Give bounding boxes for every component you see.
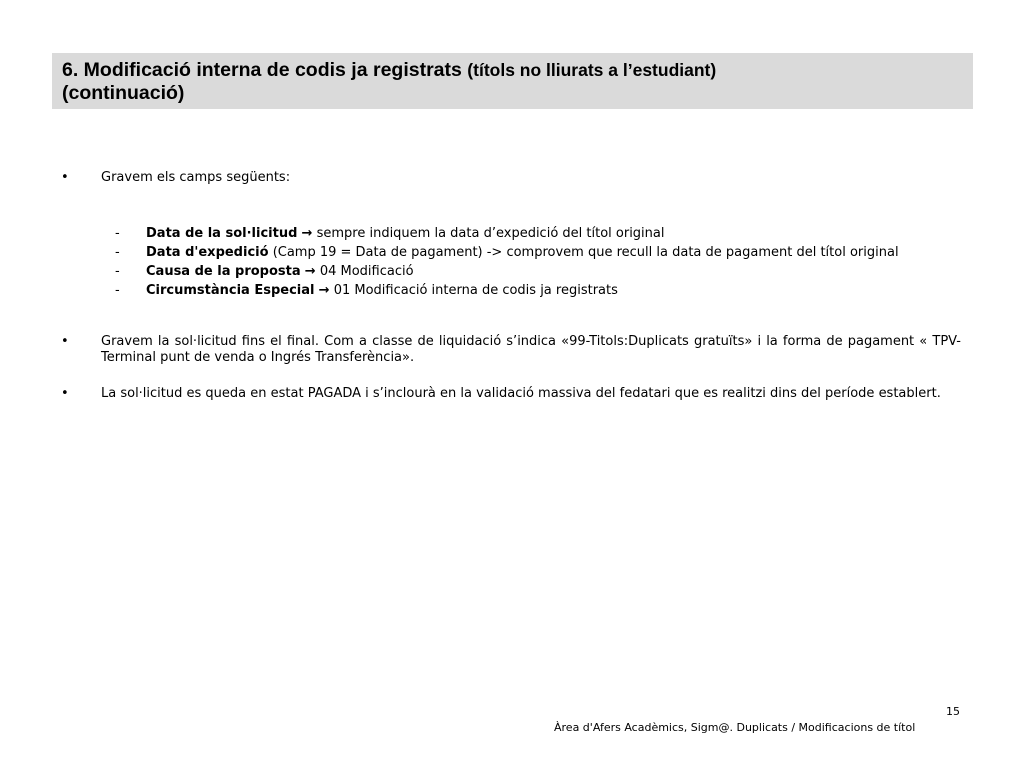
- field-label: Data de la sol·licitud: [146, 226, 298, 241]
- field-text: (Camp 19 = Data de pagament) -> comprovem que recull la data de pagament del títol original: [272, 245, 899, 260]
- page-number: 15: [946, 705, 960, 718]
- bullet-text: Gravem els camps següents:: [101, 170, 291, 185]
- bullet-text: La sol·licitud es queda en estat PAGADA i s’inclourà en la validació massiva del fedatari que es realitzi dins del període establert.: [101, 386, 941, 401]
- arrow-right-icon: →: [318, 283, 330, 298]
- field-text: sempre indiquem la data d’expedició del títol original: [316, 226, 665, 241]
- fields-list: [61, 226, 961, 299]
- footer-text: Àrea d'Afers Acadèmics, Sigm@. Duplicats / Modificacions de títol: [554, 721, 916, 734]
- field-label: Data d'expedició: [146, 245, 269, 260]
- dash-icon: -: [115, 264, 120, 279]
- field-item-request-date: [61, 226, 961, 242]
- field-item-proposal-cause: [61, 264, 961, 280]
- bullet-item: [61, 334, 961, 366]
- dash-icon: -: [115, 226, 120, 241]
- bullet-icon: •: [61, 334, 69, 349]
- bullet-icon: •: [61, 170, 69, 185]
- slide-title: [52, 53, 973, 109]
- field-text: 04 Modificació: [319, 264, 414, 279]
- field-label: Circumstància Especial: [146, 283, 315, 298]
- title-note: (títols no lliurats a l’estudiant): [467, 60, 717, 80]
- arrow-right-icon: →: [301, 226, 313, 241]
- bullet-text: Gravem la sol·licitud fins el final. Com a classe de liquidació s’indica «99-Titols:Duplicats gratuïts» i la forma de pagament « TPV-Terminal punt de venda o Ingrés Transferència».: [101, 334, 961, 365]
- title-main: 6. Modificació interna de codis ja registrats: [62, 59, 462, 81]
- bullet-icon: •: [61, 386, 69, 401]
- dash-icon: -: [115, 245, 120, 260]
- field-item-issue-date: [61, 245, 961, 261]
- field-item-special-circumstance: [61, 283, 961, 299]
- bullet-item: [61, 386, 961, 402]
- slide-content: [61, 170, 961, 402]
- title-continuation: (continuació): [62, 82, 185, 104]
- bullet-item: [61, 170, 961, 186]
- dash-icon: -: [115, 283, 120, 298]
- field-label: Causa de la proposta: [146, 264, 301, 279]
- field-text: 01 Modificació interna de codis ja registrats: [333, 283, 618, 298]
- arrow-right-icon: →: [304, 264, 316, 279]
